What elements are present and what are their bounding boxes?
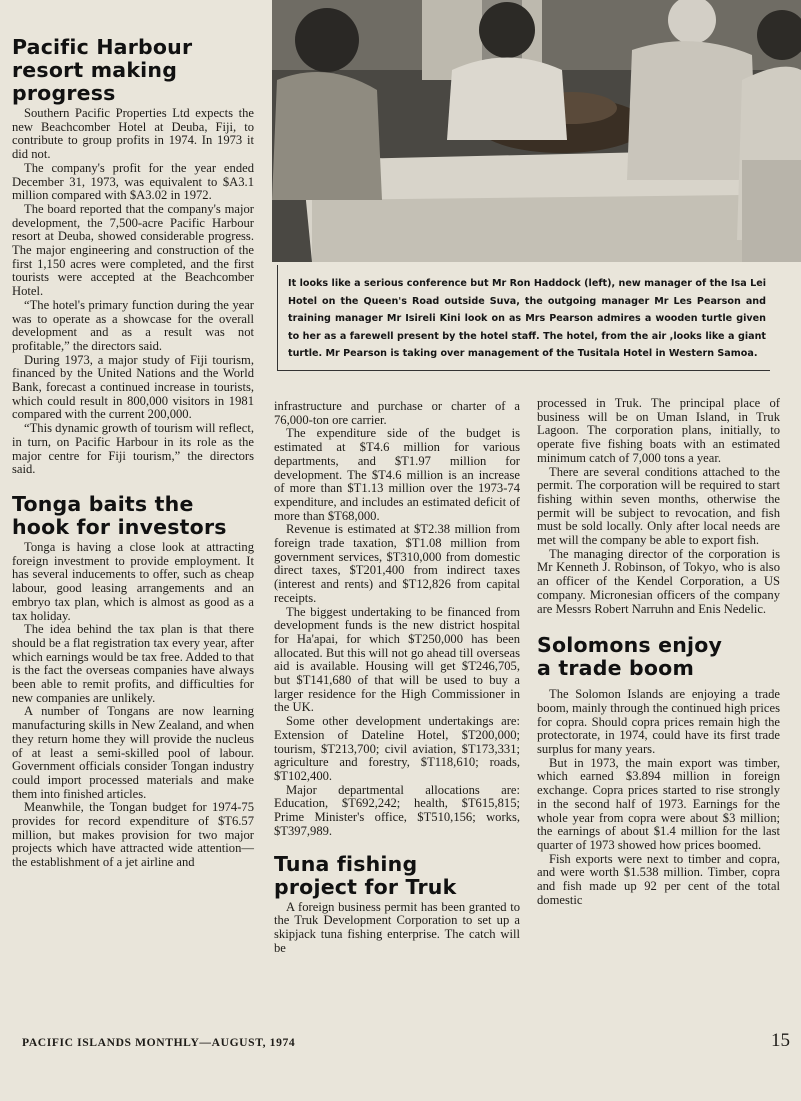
paragraph: Major departmental allocations are: Education, $T692,242; health, $T615,815; Prime Minister's office, $T510,156; works, $T397,989. [274,782,520,838]
paragraph: Some other development undertakings are: Extension of Dateline Hotel, $T200,000; tourism, $T213,700; civil aviation, $T173,331; agriculture and forestry, $T118,610; roads, $T102,400. [274,714,520,783]
paragraph: Tonga is having a close look at attracting foreign investment to provide employment. It has several inducements to offer, such as cheap labour, good leasing arrangements and an embryo tax plan, which is almost as good as a tax holiday. [12,539,254,623]
paragraph: A number of Tongans are now learning manufacturing skills in New Zealand, and when they return home they will provide the nucleus of at least a semi-skilled pool of labour. Government officials consider Tongan industry could import processed materials and make them into finished articles. [12,704,254,801]
headline-solomons: Solomons enjoy a trade boom [537,633,723,681]
headline-tuna: Tuna fishing project for Truk [274,851,457,899]
headline-pacific-harbour: Pacific Harbour resort making progress [12,35,193,105]
paragraph: The expenditure side of the budget is estimated at $T4.6 million for various departments, and $T1.97 million for development. The $T4.6 million is an increase of more than $T1.13 million over the 1973-74 expenditure, and includes an estimated deficit of more than $T68,000. [274,426,520,523]
article-body-tuna-part-2 [537,397,780,616]
paragraph: infrastructure and purchase or charter of a 76,000-ton ore carrier. [274,399,520,427]
paragraph: “This dynamic growth of tourism will reflect, in turn, on Pacific Harbour in its role as the major centre for Fiji tourism,” the directors said. [12,421,254,477]
footer-publication: PACIFIC ISLANDS MONTHLY—AUGUST, 1974 [22,1036,296,1049]
paragraph: The idea behind the tax plan is that there should be a flat registration tax every year, after which earnings would be tax free. Added to that is the fact the overseas companies have always been able to remit profits, and difficulties for new companies are unlikely. [12,622,254,705]
paragraph: The company's profit for the year ended December 31, 1973, was equivalent to $A3.1 million compared with $A3.02 in 1972. [12,160,254,203]
article-body-tonga-part-2 [274,400,520,839]
column-2 [274,400,520,955]
paragraph: The Solomon Islands are enjoying a trade boom, mainly through the continued high prices for copra. Should copra prices remain high the protectorate, in 1974, could have its first trade surplus for many years. [537,687,780,757]
paragraph: During 1973, a major study of Fiji tourism, financed by the United Nations and the World Bank, forecast a continued increase in tourists, which could result in 800,000 visitors in 1981 compared with the current 200,000. [12,352,254,422]
paragraph: Revenue is estimated at $T2.38 million from foreign trade taxation, $T1.08 million from government services, $T310,000 from domestic direct taxes, $T201,400 from indirect taxes (interest and rents) and $T12,826 from capital receipts. [274,522,520,605]
article-body-tonga-part-1 [12,541,254,870]
paragraph: Fish exports were next to timber and copra, and were worth $1.538 million. Timber, copra and fish made up 92 per cent of the total domestic [537,851,780,907]
paragraph: Meanwhile, the Tongan budget for 1974-75 provides for record expenditure of $T6.57 million, but makes provision for two major projects which have attracted wide attention—the establishment of a jet airline and [12,800,254,870]
paragraph: processed in Truk. The principal place of business will be on Uman Island, in Truk Lagoon. The corporation plans, initially, to operate five fishing boats with an estimated minimum catch of 7,000 tons a year. [537,396,780,465]
paragraph: A foreign business permit has been granted to the Truk Development Corporation to set up a skipjack tuna fishing enterprise. The catch will be [274,899,520,955]
paragraph: The managing director of the corporation is Mr Kenneth J. Robinson, of Tokyo, who is also an officer of the Kendel Corporation, a US company. Micronesian officers of the company are Messrs Robert Narruhn and Enis Nedelic. [537,546,780,616]
headline-tonga: Tonga baits the hook for investors [12,491,227,539]
photo-illustration [272,0,801,262]
paragraph: Southern Pacific Properties Ltd expects the new Beachcomber Hotel at Deuba, Fiji, to contribute to group profits in 1974. In 1973 it did not. [12,106,254,162]
article-body-solomons [537,688,780,907]
column-1 [12,36,254,870]
photo-caption: It looks like a serious conference but Mr Ron Haddock (left), new manager of the Isa Lei Hotel on the Queen's Road outside Suva, the outgoing manager Mr Les Pearson and training manager Mr Isireli Kini look on as Mrs Pearson admires a wooden turtle given to her as a farewell present by the hotel staff. The hotel, from the air ,looks like a giant turtle. Mr Pearson is taking over management of the Tusitala Hotel in Western Samoa. [288,278,766,359]
page-number: 15 [771,1030,790,1051]
paragraph: There are several conditions attached to the permit. The corporation will be required to start fishing within seven months, otherwise the permit will be subject to revocation, and fish must be sold locally. Only after local needs are met will the company be able to export fish. [537,464,780,548]
caption-box [277,265,770,371]
paragraph: The biggest undertaking to be financed from development funds is the new district hospital for Ha'apai, for which $T250,000 has been allocated. But this will not go ahead till overseas aid is available. Housing will get $T246,705, but $T141,680 of that will be used to buy a larger residence for the High Commissioner in the UK. [274,604,520,715]
article-body-tuna-part-1 [274,901,520,956]
paragraph: “The hotel's primary function during the year was to operate as a showcase for the overall development and as a result was not profitable,” the directors said. [12,297,254,353]
column-3 [537,397,780,908]
paragraph: The board reported that the company's major development, the 7,500-acre Pacific Harbour resort at Deuba, showed considerable progress. The major engineering and construction of the first 1,150 acres were completed, and the first tourists were accepted at the Beachcomber Hotel. [12,201,254,299]
article-photo [272,0,801,262]
article-body-pacific-harbour [12,107,254,477]
paragraph: But in 1973, the main export was timber, which earned $3.894 million in foreign exchange. Copra prices started to rise strongly in the second half of 1973. Earnings for the whole year from copra were about $3 million; the earnings of about $1.4 million for the last quarter of 1973 showed how prices boomed. [537,755,780,852]
